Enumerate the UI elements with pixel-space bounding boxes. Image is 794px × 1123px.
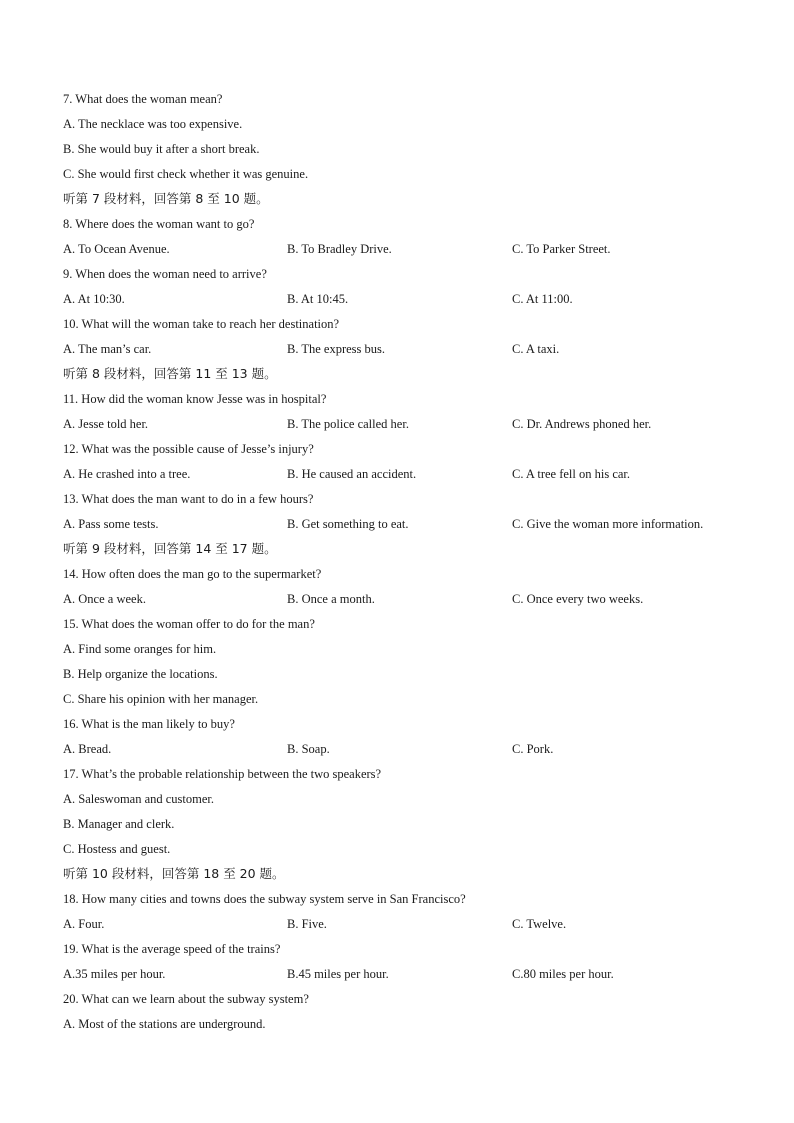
- answer-option: A. The necklace was too expensive.: [63, 117, 243, 131]
- question-text: 12. What was the possible cause of Jesse’s injury?: [63, 442, 314, 456]
- question-text: 7. What does the woman mean?: [63, 92, 223, 106]
- answer-option-b: B. The express bus.: [287, 342, 386, 356]
- answer-option-a: A.35 miles per hour.: [63, 967, 166, 981]
- answer-option-a: A. Pass some tests.: [63, 517, 159, 531]
- answer-option-a: A. To Ocean Avenue.: [63, 242, 170, 256]
- question-text: 9. When does the woman need to arrive?: [63, 267, 267, 281]
- question-text: 17. What’s the probable relationship between the two speakers?: [63, 767, 382, 781]
- answer-option: A. Most of the stations are underground.: [63, 1017, 266, 1031]
- question-text: 18. How many cities and towns does the subway system serve in San Francisco?: [63, 892, 466, 906]
- answer-option: C. She would first check whether it was genuine.: [63, 167, 309, 181]
- answer-option-b: B. Soap.: [287, 742, 330, 756]
- answer-option: B. She would buy it after a short break.: [63, 142, 260, 156]
- question-text: 19. What is the average speed of the trains?: [63, 942, 281, 956]
- answer-option-c: C. A taxi.: [512, 342, 560, 356]
- answer-options-row: [63, 290, 743, 315]
- answer-option-c: C. A tree fell on his car.: [512, 467, 631, 481]
- answer-option-b: B.45 miles per hour.: [287, 967, 389, 981]
- answer-options-row: [63, 415, 743, 440]
- answer-option: C. Share his opinion with her manager.: [63, 692, 259, 706]
- question-text: 14. How often does the man go to the supermarket?: [63, 567, 322, 581]
- question-text: 10. What will the woman take to reach her destination?: [63, 317, 340, 331]
- answer-option-a: A. Four.: [63, 917, 105, 931]
- answer-option: A. Saleswoman and customer.: [63, 792, 215, 806]
- answer-option-c: C. To Parker Street.: [512, 242, 611, 256]
- answer-options-row: [63, 340, 743, 365]
- answer-option-c: C. Give the woman more information.: [512, 517, 704, 531]
- question-text: 13. What does the man want to do in a few hours?: [63, 492, 314, 506]
- answer-option-c: C. Twelve.: [512, 917, 567, 931]
- section-instruction: 听第 9 段材料，回答第 14 至 17 题。: [63, 541, 277, 556]
- answer-option-c: C. Once every two weeks.: [512, 592, 644, 606]
- answer-option-a: A. Jesse told her.: [63, 417, 149, 431]
- section-instruction: 听第 10 段材料，回答第 18 至 20 题。: [63, 866, 285, 881]
- answer-option-b: B. To Bradley Drive.: [287, 242, 392, 256]
- answer-option: A. Find some oranges for him.: [63, 642, 217, 656]
- question-text: 11. How did the woman know Jesse was in hospital?: [63, 392, 327, 406]
- answer-option: B. Manager and clerk.: [63, 817, 175, 831]
- answer-option-b: B. At 10:45.: [287, 292, 349, 306]
- exam-page: [63, 90, 743, 1040]
- answer-option-a: A. At 10:30.: [63, 292, 125, 306]
- answer-option-a: A. The man’s car.: [63, 342, 152, 356]
- answer-options-row: [63, 515, 743, 540]
- answer-option-b: B. The police called her.: [287, 417, 409, 431]
- answer-option: C. Hostess and guest.: [63, 842, 171, 856]
- answer-option-c: C. Pork.: [512, 742, 554, 756]
- answer-options-row: [63, 590, 743, 615]
- answer-options-row: [63, 915, 743, 940]
- question-text: 15. What does the woman offer to do for the man?: [63, 617, 315, 631]
- answer-option-b: B. Five.: [287, 917, 327, 931]
- section-instruction: 听第 7 段材料，回答第 8 至 10 题。: [63, 191, 269, 206]
- answer-option-b: B. He caused an accident.: [287, 467, 417, 481]
- question-text: 8. Where does the woman want to go?: [63, 217, 255, 231]
- section-instruction: 听第 8 段材料，回答第 11 至 13 题。: [63, 366, 277, 381]
- question-text: 20. What can we learn about the subway system?: [63, 992, 309, 1006]
- answer-option-a: A. He crashed into a tree.: [63, 467, 191, 481]
- answer-option-a: A. Bread.: [63, 742, 112, 756]
- answer-option-b: B. Once a month.: [287, 592, 375, 606]
- answer-options-row: [63, 465, 743, 490]
- question-text: 16. What is the man likely to buy?: [63, 717, 235, 731]
- answer-options-row: [63, 740, 743, 765]
- answer-option: B. Help organize the locations.: [63, 667, 218, 681]
- answer-option-c: C.80 miles per hour.: [512, 967, 614, 981]
- answer-options-row: [63, 240, 743, 265]
- answer-option-c: C. At 11:00.: [512, 292, 573, 306]
- answer-option-a: A. Once a week.: [63, 592, 146, 606]
- answer-option-c: C. Dr. Andrews phoned her.: [512, 417, 652, 431]
- answer-option-b: B. Get something to eat.: [287, 517, 409, 531]
- answer-options-row: [63, 965, 743, 990]
